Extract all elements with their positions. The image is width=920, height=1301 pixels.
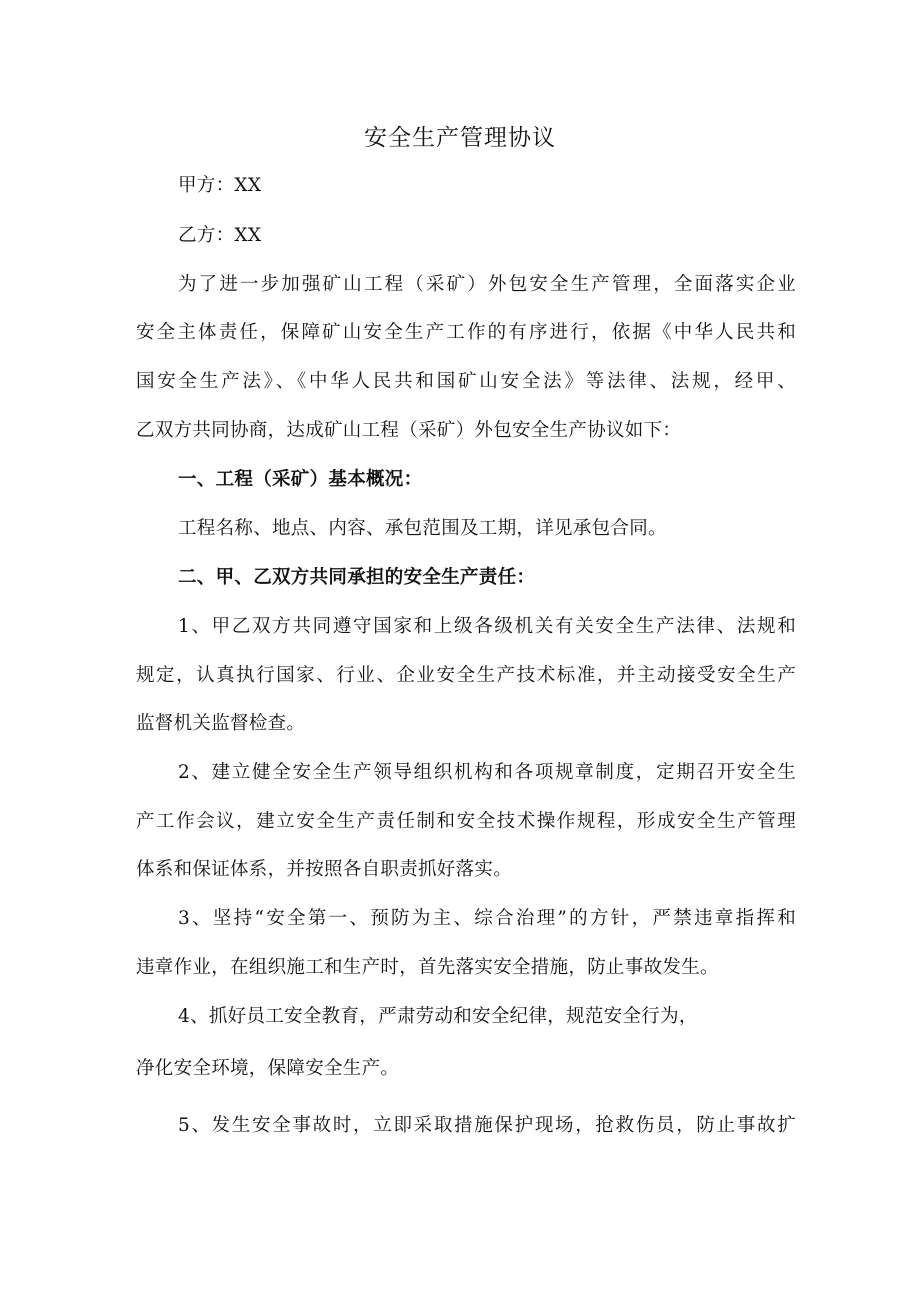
preamble-line-1: 为了进一步加强矿山工程（采矿）外包安全生产管理，全面落实企业 xyxy=(178,274,796,295)
item4-line-2: 净化安全环境，保障安全生产。 xyxy=(136,1058,400,1079)
item3-line-2: 违章作业，在组织施工和生产时，首先落实安全措施，防止事故发生。 xyxy=(136,957,719,978)
document-title: 安全生产管理协议 xyxy=(364,125,556,151)
item1-line-2: 规定，认真执行国家、行业、企业安全生产技术标准，并主动接受安全生产 xyxy=(136,665,796,686)
party-a: 甲方：XX xyxy=(178,175,262,196)
item5-line-1: 5、发生安全事故时，立即采取措施保护现场，抢救伤员，防止事故扩 xyxy=(178,1115,796,1136)
section2-heading: 二、甲、乙双方共同承担的安全生产责任： xyxy=(178,567,536,588)
item1-line-1: 1、甲乙双方共同遵守国家和上级各级机关有关安全生产法律、法规和 xyxy=(178,616,796,637)
preamble-line-4: 乙双方共同协商，达成矿山工程（采矿）外包安全生产协议如下： xyxy=(136,420,682,441)
section1-heading: 一、工程（采矿）基本概况： xyxy=(178,469,423,490)
item2-line-1: 2、建立健全安全生产领导组织机构和各项规章制度，定期召开安全生 xyxy=(178,762,796,783)
item4-line-1: 4、抓好员工安全教育，严肃劳动和安全纪律，规范安全行为， xyxy=(178,1006,698,1027)
section1-text: 工程名称、地点、内容、承包范围及工期，详见承包合同。 xyxy=(178,518,667,539)
party-b: 乙方：XX xyxy=(178,225,262,246)
item3-line-1: 3、坚持“安全第一、预防为主、综合治理”的方针，严禁违章指挥和 xyxy=(178,908,796,929)
item1-line-3: 监督机关监督检查。 xyxy=(136,713,306,734)
preamble-line-3: 国安全生产法》、《中华人民共和国矿山安全法》等法律、法规，经甲、 xyxy=(136,371,796,392)
item2-line-2: 产工作会议，建立安全生产责任制和安全技术操作规程，形成安全生产管理 xyxy=(136,811,796,832)
preamble-line-2: 安全主体责任，保障矿山安全生产工作的有序进行，依据《中华人民共和 xyxy=(136,322,796,343)
item2-line-3: 体系和保证体系，并按照各自职责抓好落实。 xyxy=(136,859,513,880)
